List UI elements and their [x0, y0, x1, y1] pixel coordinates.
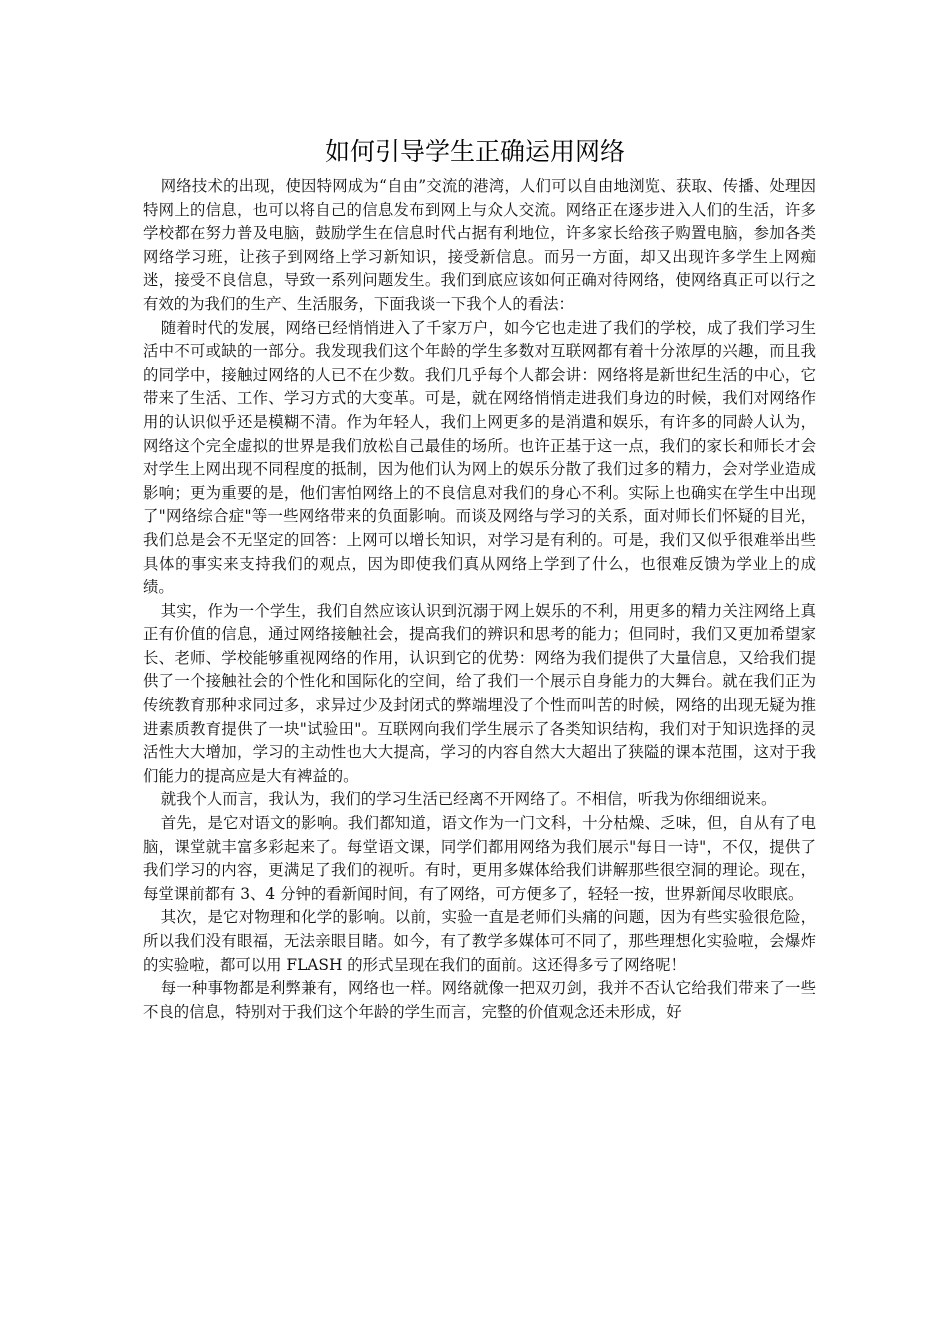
paragraph-student-view: 其实，作为一个学生，我们自然应该认识到沉溺于网上娱乐的不利，用更多的精力关注网络上真正有价值的信息，通过网络接触社会，提高我们的辨识和思考的能力；但同时，我们又更加希望家长、老师、学校能够重视网络的作用，认识到它的优势：网络为我们提供了大量信息，又给我们提供了一个接触社会的个性化和国际化的空间，给了我们一个展示自身能力的大舞台。就在我们正为传统教育那种求同过多，求异过少及封闭式的弊端埋没了个性而叫苦的时候，网络的出现无疑为推进素质教育提供了一块"试验田"。互联网向我们学生展示了各类知识结构，我们对于知识选择的灵活性大大增加，学习的主动性也大大提高，学习的内容自然大大超出了狭隘的课本范围，这对于我们能力的提高应是大有裨益的。 [143, 601, 816, 785]
paragraph-intro: 网络技术的出现，使因特网成为“自由”交流的港湾，人们可以自由地浏览、获取、传播、处理因特网上的信息，也可以将自己的信息发布到网上与众人交流。网络正在逐步进入人们的生活，许多学校都在努力普及电脑，鼓励学生在信息时代占据有利地位，许多家长给孩子购置电脑，参加各类网络学习班，让孩子到网络上学习新知识，接受新信息。而另一方面，却又出现许多学生上网痴迷，接受不良信息，导致一系列问题发生。我们到底应该如何正确对待网络，使网络真正可以行之有效的为我们的生产、生活服务，下面我谈一下我个人的看法： [143, 177, 816, 313]
paragraph-pros-cons: 每一种事物都是利弊兼有，网络也一样。网络就像一把双刃剑，我并不否认它给我们带来了一些不良的信息，特别对于我们这个年龄的学生而言，完整的价值观念还未形成，好 [143, 979, 816, 1021]
paragraph-chinese: 首先，是它对语文的影响。我们都知道，语文作为一门文科，十分枯燥、乏味，但，自从有了电脑，课堂就丰富多彩起来了。每堂语文课，同学们都用网络为我们展示"每日一诗"，不仅，提供了我们学习的内容，更满足了我们的视听。有时，更用多媒体给我们讲解那些很空洞的理论。现在，每堂课前都有 3、4 分钟的看新闻时间，有了网络，可方便多了，轻轻一按，世界新闻尽收眼底。 [143, 814, 816, 903]
paragraph-physics-chemistry: 其次，是它对物理和化学的影响。以前，实验一直是老师们头痛的问题，因为有些实验很危险，所以我们没有眼福，无法亲眼目睹。如今，有了教学多媒体可不同了，那些理想化实验啦，会爆炸的实验啦，都可以用 FLASH 的形式呈现在我们的面前。这还得多亏了网络呢！ [143, 908, 816, 974]
paragraph-development: 随着时代的发展，网络已经悄悄进入了千家万户，如今它也走进了我们的学校，成了我们学习生活中不可或缺的一部分。我发现我们这个年龄的学生多数对互联网都有着十分浓厚的兴趣，而且我的同学中，接触过网络的人已不在少数。我们几乎每个人都会讲：网络将是新世纪生活的中心，它带来了生活、工作、学习方式的大变革。可是，就在网络悄悄走进我们身边的时候，我们对网络作用的认识似乎还是模糊不清。作为年轻人，我们上网更多的是消遣和娱乐，有许多的同龄人认为，网络这个完全虚拟的世界是我们放松自己最佳的场所。也许正基于这一点，我们的家长和师长才会对学生上网出现不同程度的抵制，因为他们认为网上的娱乐分散了我们过多的精力，会对学业造成影响；更为重要的是，他们害怕网络上的不良信息对我们的身心不利。实际上也确实在学生中出现了"网络综合症"等一些网络带来的负面影响。而谈及网络与学习的关系，面对师长们怀疑的目光，我们总是会不无坚定的回答：上网可以增长知识，对学习是有利的。可是，我们又似乎很难举出些具体的事实来支持我们的观点，因为即使我们真从网络上学到了什么，也很难反馈为学业上的成绩。 [143, 318, 816, 597]
paragraph-personal: 就我个人而言，我认为，我们的学习生活已经离不开网络了。不相信，听我为你细细说来。 [160, 790, 777, 809]
document-body [143, 175, 816, 1024]
document-title: 如何引导学生正确运用网络 [324, 137, 625, 166]
